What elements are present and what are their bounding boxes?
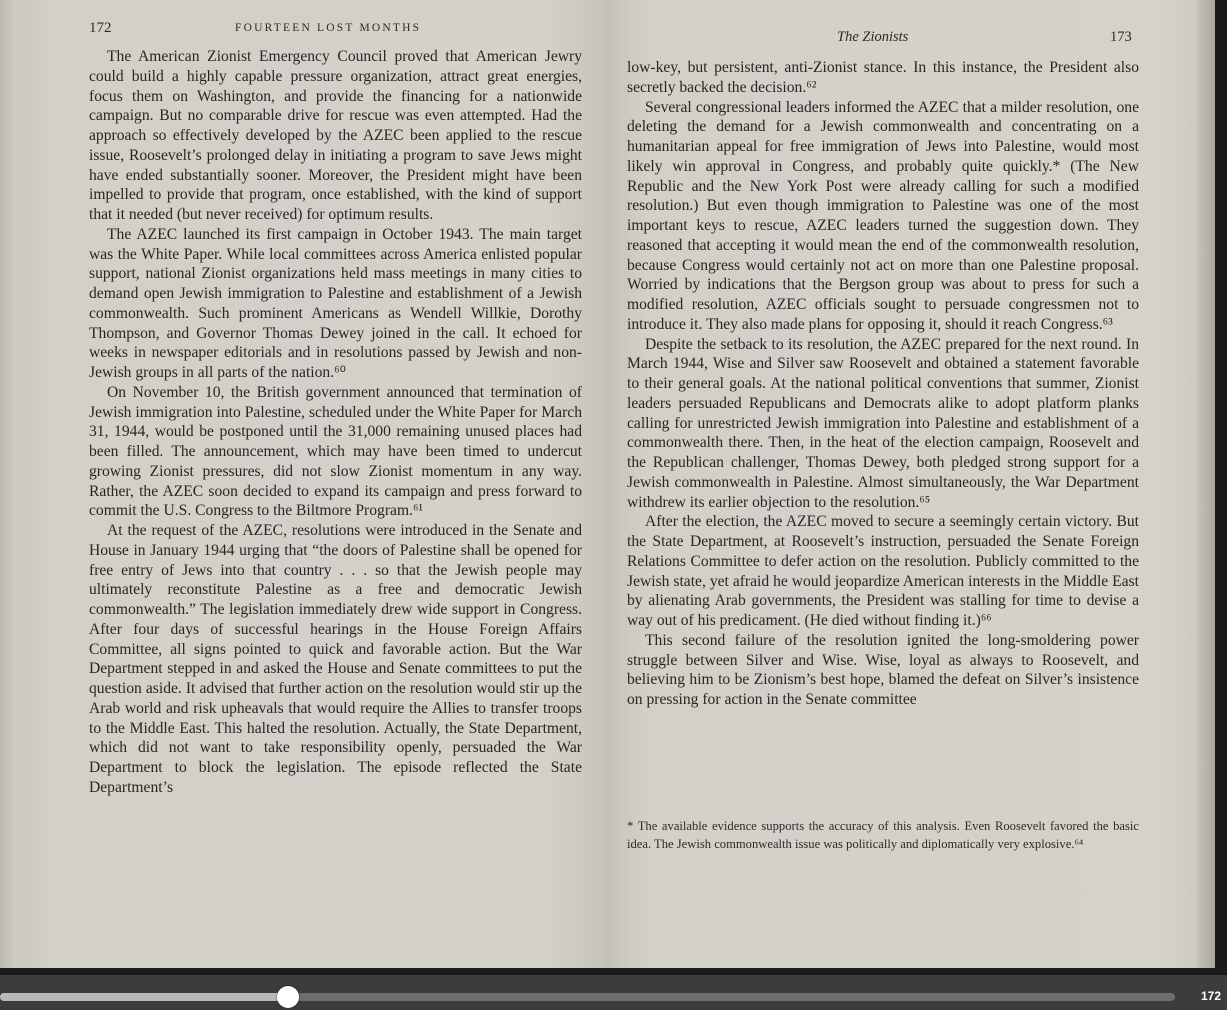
paragraph: low-key, but persistent, anti-Zionist stance. In this instance, the President also secretly backed the decision.⁶²: [627, 59, 1139, 96]
page-scrubber: [0, 975, 1227, 1010]
left-page-body: [89, 47, 582, 798]
scrubber-handle[interactable]: [277, 986, 299, 1008]
page-stack-edge-left: [0, 0, 17, 968]
right-running-title: The Zionists: [837, 29, 909, 45]
paragraph: The American Zionist Emergency Council proved that American Jewry could build a highly capable pressure organization, attract great energies, focus them on Washington, and provide the financing for a nationwide campaign. But no comparable drive for rescue was even attempted. Had the approach so effectively developed by the AZEC been applied to the rescue issue, Roosevelt’s prolonged delay in initiating a program to save Jews might have ended substantially sooner. Moreover, the President might have been impelled to provide that program, once established, with the kind of support that it needed (but never received) for optimum results.: [89, 48, 582, 223]
scrubber-track[interactable]: [0, 993, 1175, 1001]
scrubber-progress-fill: [0, 993, 288, 1001]
left-page[interactable]: [17, 0, 605, 968]
right-page[interactable]: [605, 0, 1197, 968]
paragraph: Despite the setback to its resolution, the AZEC prepared for the next round. In March 1944, Wise and Silver saw Roosevelt and obtained a statement favorable to their general goals. At the national political conventions that summer, Zionist leaders persuaded Republicans and Democrats alike to adopt platform planks calling for unrestricted Jewish immigration into Palestine and establishment of a commonwealth there. Then, in the heat of the election campaign, Roosevelt and the Republican challenger, Thomas Dewey, both pledged strong support for a Jewish commonwealth in Palestine. Almost simultaneously, the War Department withdrew its earlier objection to the resolution.⁶⁵: [627, 335, 1139, 511]
left-running-title: FOURTEEN LOST MONTHS: [235, 22, 422, 34]
paragraph: The AZEC launched its first campaign in October 1943. The main target was the White Paper. While local committees across America enlisted popular support, national Zionist organizations held mass meetings in many cities to demand open Jewish immigration to Palestine and establishment of a Jewish commonwealth. Such prominent Americans as Wendell Willkie, Dorothy Thompson, and Governor Thomas Dewey joined in the call. It echoed for weeks in newspaper editorials and in resolutions passed by Jewish and non-Jewish groups in all parts of the nation.⁶⁰: [89, 225, 582, 381]
right-page-body: [627, 58, 1139, 710]
page-stack-edge-right: [1197, 0, 1215, 968]
book-spread: [17, 0, 1197, 968]
footnote: * The available evidence supports the accuracy of this analysis. Even Roosevelt favored the basic idea. The Jewish commonwealth issue was politically and diplomatically very explosive.⁶⁴: [627, 819, 1139, 851]
right-page-number: 173: [1110, 29, 1132, 45]
paragraph: At the request of the AZEC, resolutions were introduced in the Senate and House in January 1944 urging that “the doors of Palestine shall be opened for free entry of Jews into that country . . . so that the Jewish people may ultimately reconstitute Palestine as a free and democratic Jewish commonwealth.” The legislation immediately drew wide support in Congress. After four days of successful hearings in the House Foreign Affairs Committee, all signs pointed to quick and favorable action. But the War Department stepped in and asked the House and Senate committees to put the question aside. It advised that further action on the resolution would stir up the Arab world and risk upheavals that would require the Allies to transfer troops to the Middle East. This halted the resolution. Actually, the State Department, which did not want to take responsibility openly, persuaded the War Department to block the legislation. The episode reflected the State Department’s: [89, 522, 582, 796]
paragraph: After the election, the AZEC moved to secure a seemingly certain victory. But the State Department, at Roosevelt’s instruction, persuaded the Senate Foreign Relations Committee to defer action on the resolution. Publicly committed to the Jewish state, yet afraid he would jeopardize American interests in the Middle East by alienating Arab governments, the President was stalling for time to devise a way out of his predicament. (He died without finding it.)⁶⁶: [627, 513, 1139, 629]
paragraph: This second failure of the resolution ignited the long-smoldering power struggle between Silver and Wise. Wise, loyal as always to Roosevelt, and believing him to be Zionism’s best hope, blamed the defeat on Silver’s insistence on pressing for action in the Senate committee: [627, 631, 1139, 708]
current-page-indicator: 172: [1200, 989, 1221, 1003]
paragraph: Several congressional leaders informed the AZEC that a milder resolution, one deleting the demand for a Jewish commonwealth and concentrating on a humanitarian appeal for free immigration of Jews into Palestine, would most likely win approval in Congress, and probably quite quickly.* (The New Republic and the New York Post were already calling for such a modified resolution.) But even though immigration to Palestine was one of the most important keys to rescue, AZEC leaders turned the suggestion down. They reasoned that accepting it would mean the end of the commonwealth resolution, because Congress would certainly not act on more than one Palestine proposal. Worried by indications that the Bergson group was about to press for such a modified resolution, AZEC officials sought to persuade congressmen not to introduce it. They also made plans for opposing it, should it reach Congress.⁶³: [627, 98, 1139, 333]
left-page-number: 172: [89, 20, 112, 36]
paragraph: On November 10, the British government announced that termination of Jewish immigration into Palestine, scheduled under the White Paper for March 31, 1944, would be postponed until the 31,000 remaining unused places had been filled. The announcement, which may have been timed to undercut growing Zionist pressures, did not slow Zionist momentum in any way. Rather, the AZEC soon decided to expand its campaign and press forward to commit the U.S. Congress to the Biltmore Program.⁶¹: [89, 383, 582, 520]
